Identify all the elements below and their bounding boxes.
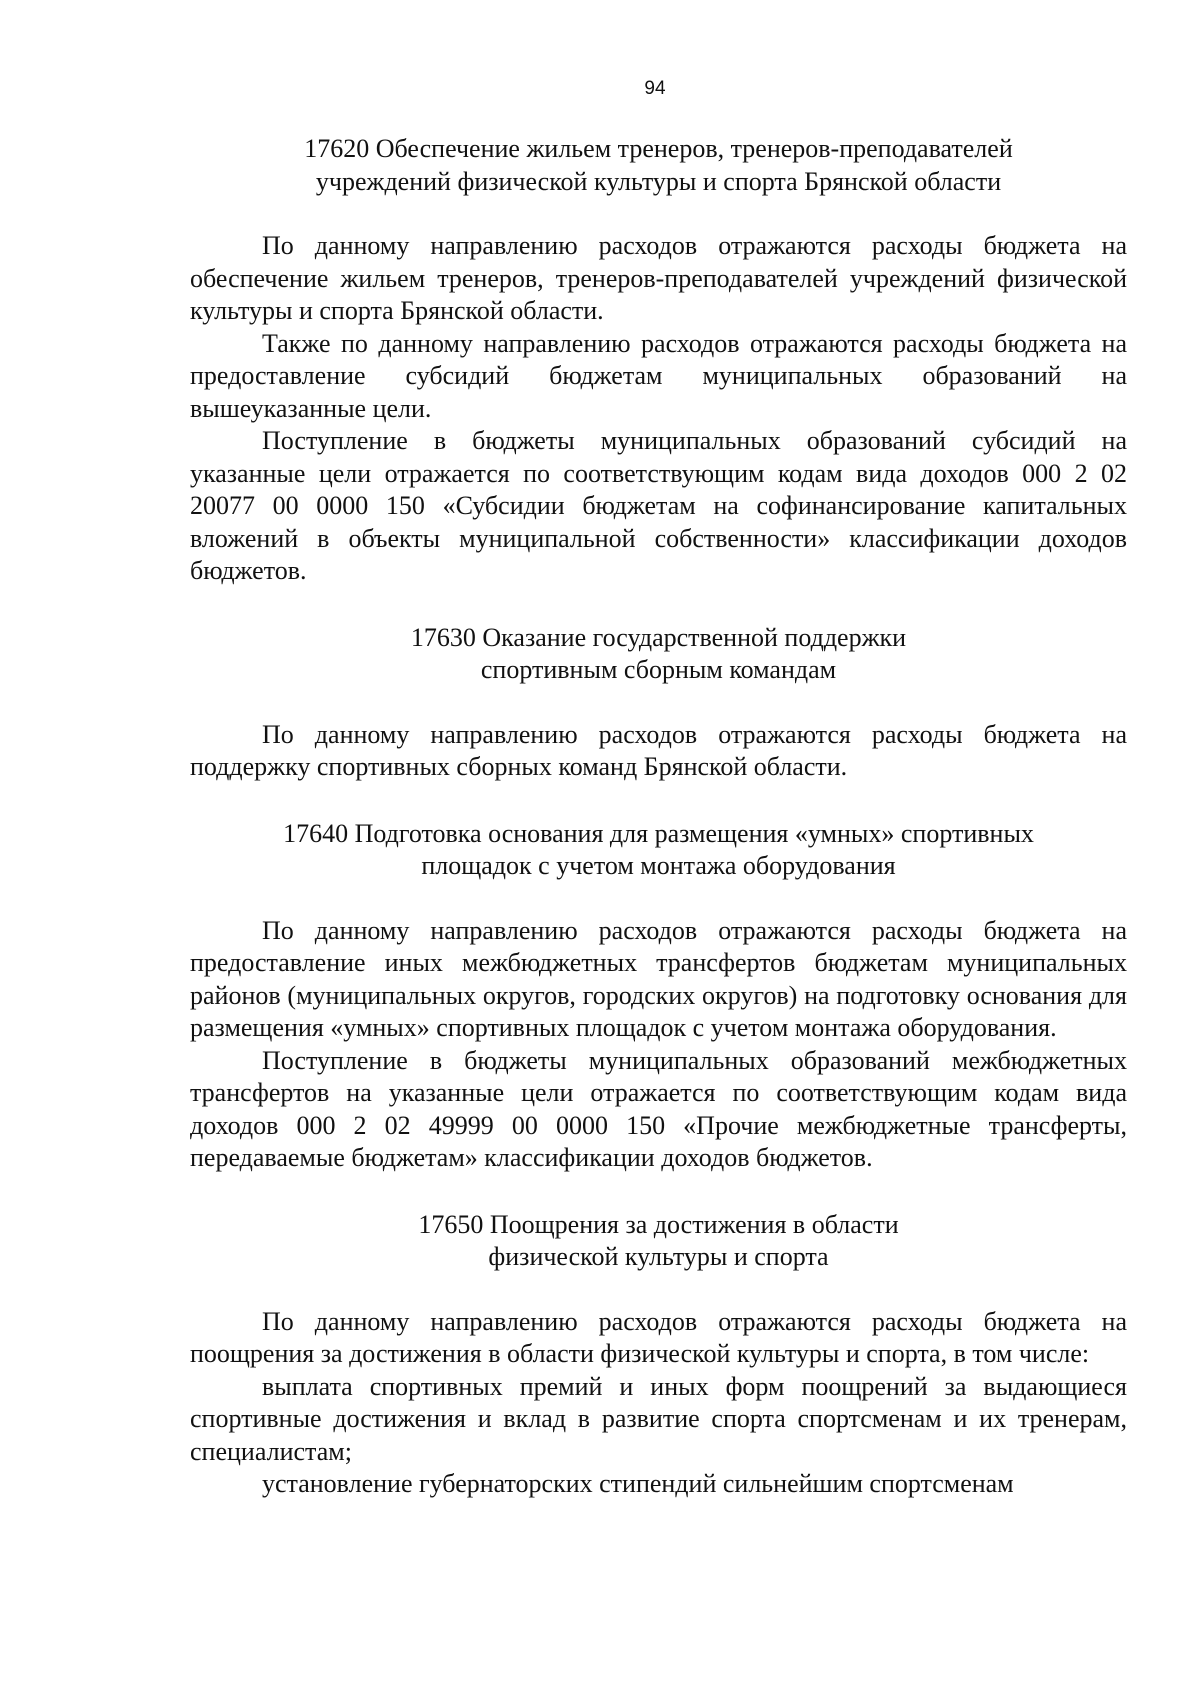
paragraph: По данному направлению расходов отражаются расходы бюджета на поощрения за достижения в области физической культуры и спорта, в том числе: [190,1306,1127,1368]
paragraph: Поступление в бюджеты муниципальных образований субсидий на указанные цели отражается по соответствующим кодам вида доходов 000 2 02 20077 00 0000 150 «Субсидии бюджетам на софинансирование капитальных вложений в объекты муниципальной собственности» классификации доходов бюджетов. [190,426,1127,585]
heading-line: 17630 Оказание государственной поддержки [410,622,907,652]
paragraph: По данному направлению расходов отражаются расходы бюджета на предоставление иных межбюджетных трансфертов бюджетам муниципальных районов (муниципальных округов, городских округов) на подготовку основания для размещения «умных» спортивных площадок с учетом монтажа оборудования. [190,915,1127,1042]
heading-line: 17650 Поощрения за достижения в области [418,1209,899,1239]
paragraph: Также по данному направлению расходов отражаются расходы бюджета на предоставление субсидий бюджетам муниципальных образований на вышеуказанные цели. [190,328,1127,423]
heading-line: площадок с учетом монтажа оборудования [421,851,896,880]
section-17640 [190,818,1127,1175]
heading-line: спортивным сборным командам [480,655,837,684]
paragraph: выплата спортивных премий и иных форм поощрений за выдающиеся спортивные достижения и вклад в развитие спорта спортсменам и их тренерам, специалистам; [190,1371,1127,1466]
section-17620 [190,133,1127,588]
heading-line: учреждений физической культуры и спорта Брянской области [315,166,1002,196]
section-17650 [190,1209,1127,1501]
section-17630 [190,622,1127,784]
section-heading [190,133,1127,198]
heading-line: физической культуры и спорта [488,1242,829,1271]
heading-line: 17620 Обеспечение жильем тренеров, тренеров-преподавателей [304,134,1013,163]
section-heading [190,1209,1127,1274]
paragraph: По данному направлению расходов отражаются расходы бюджета на обеспечение жильем тренеров, тренеров-преподавателей учреждений физической культуры и спорта Брянской области. [190,231,1127,325]
paragraph: Поступление в бюджеты муниципальных образований межбюджетных трансфертов на указанные цели отражается по соответствующим кодам вида доходов 000 2 02 49999 00 0000 150 «Прочие межбюджетные трансферты, передаваемые бюджетам» классификации доходов бюджетов. [190,1045,1127,1172]
document-body [190,133,1127,1501]
page-number: 94 [644,78,666,99]
section-heading [190,622,1127,687]
paragraph: По данному направлению расходов отражаются расходы бюджета на поддержку спортивных сборных команд Брянской области. [190,719,1127,781]
heading-line: 17640 Подготовка основания для размещения «умных» спортивных [283,818,1034,848]
paragraph: установление губернаторских стипендий сильнейшим спортсменам [262,1469,1014,1498]
section-heading [190,818,1127,883]
